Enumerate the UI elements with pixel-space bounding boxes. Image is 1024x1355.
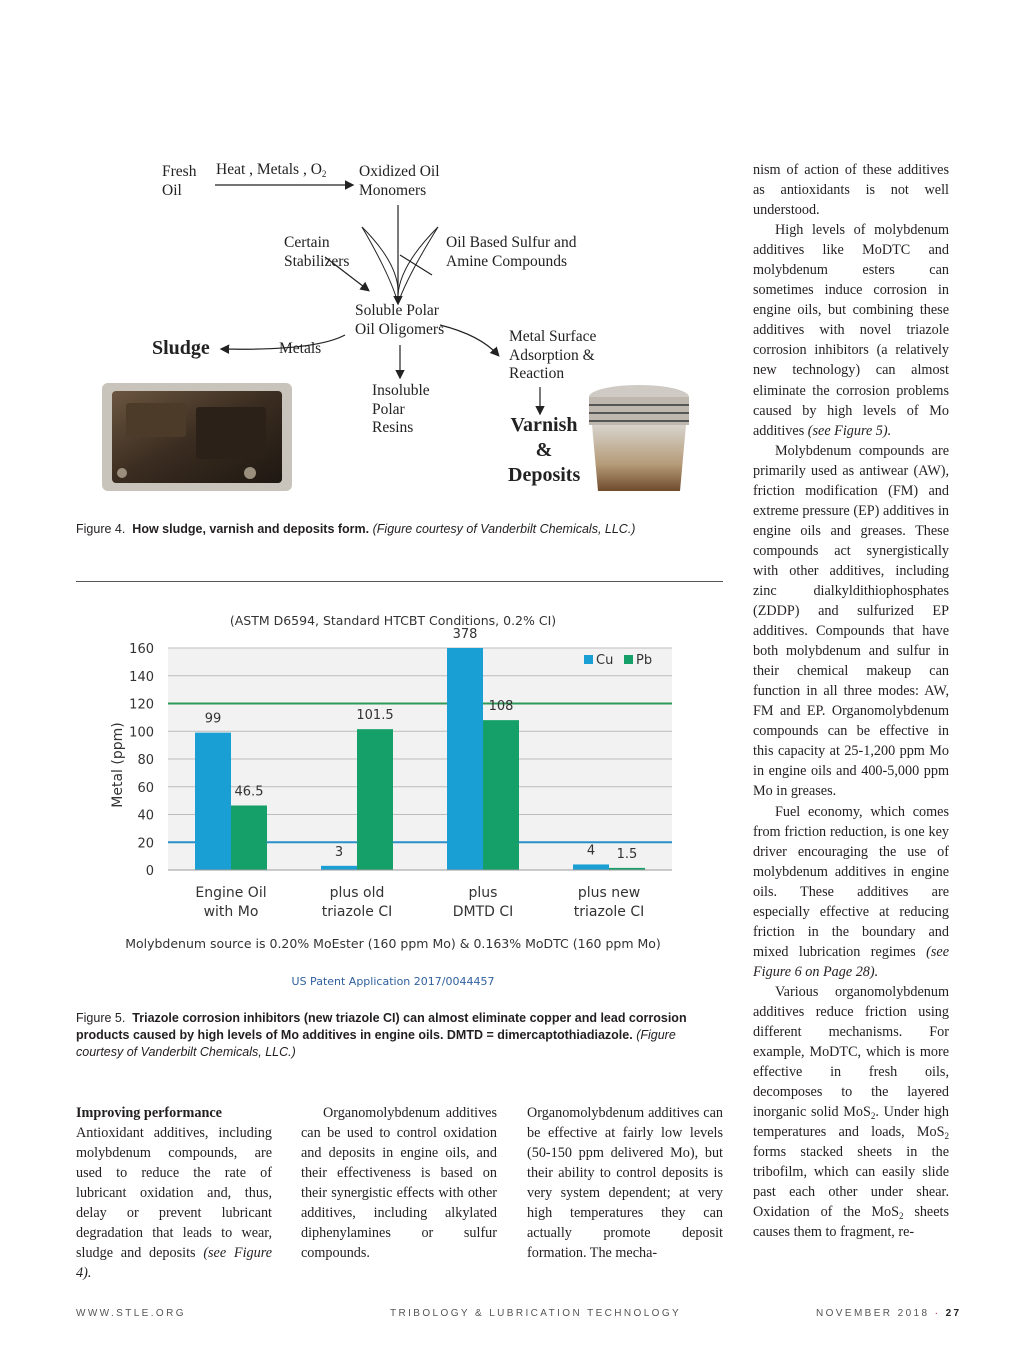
piston-image bbox=[584, 383, 694, 495]
section-heading: Improving performance bbox=[76, 1105, 222, 1121]
x-tick-label: triazole CI bbox=[321, 904, 393, 920]
legend-swatch-pb bbox=[624, 655, 633, 664]
x-tick-label: plus bbox=[468, 885, 498, 901]
y-tick-label: 100 bbox=[129, 725, 154, 741]
bottom-column-2 bbox=[301, 1103, 497, 1263]
bar-cu bbox=[195, 733, 231, 870]
data-label: 108 bbox=[488, 699, 514, 715]
soluble-polar-label: Soluble Polar Oil Oligomers bbox=[355, 302, 445, 338]
bar-pb bbox=[357, 729, 393, 870]
footer-date: NOVEMBER 2018 · 27 bbox=[816, 1308, 962, 1319]
paragraph: Fuel economy, which comes from friction reduction, is one key driver encouraging the use of molybdenum additives in engine oils. These additives are especially effective at reducing friction in the boundary and mixed lubrication regimes (see Figure 6 on Page 28). bbox=[753, 803, 949, 980]
fresh-oil-label: Fresh Oil bbox=[162, 163, 197, 199]
x-tick-label: with Mo bbox=[203, 904, 259, 920]
y-tick-label: 80 bbox=[137, 753, 154, 768]
legend-label: Pb bbox=[636, 653, 653, 668]
data-label: 46.5 bbox=[234, 784, 264, 800]
figure-5-caption: Figure 5. Triazole corrosion inhibitors (new triazole CI) can almost eliminate copper and lead corrosion products caused by high levels of Mo additives in engine oils. DMTD = dimercaptothiadiazole. (Figure courtesy of Vanderbilt Chemicals, LLC.) bbox=[76, 1011, 687, 1059]
metals-label: Metals bbox=[279, 340, 322, 357]
paragraph: Various organomolybdenum additives reduce friction using different mechanisms. For example, MoDTC, which is more effective in fresh oils, decomposes to the layered inorganic solid MoS$_2$. Under high temperatures and loads, MoS$_2$ forms stacked sheets in the tribofilm, which can easily slide past each other under shear. Oxidation of the MoS$_2$ sheets causes them to fragment, re- bbox=[753, 983, 949, 1241]
oxidized-oil-label: Oxidized Oil Monomers bbox=[359, 163, 440, 199]
y-tick-label: 120 bbox=[129, 697, 154, 713]
oil-based-sulfur-label: Oil Based Sulfur and Amine Compounds bbox=[446, 234, 577, 270]
paragraph: Antioxidant additives, including molybdenum compounds, are used to reduce the rate of lubricant oxidation and, thus, delay or prevent lubricant degradation that leads to wear, sludge and deposits (see Figure 4). bbox=[76, 1125, 272, 1282]
chart-title: (ASTM D6594, Standard HTCBT Conditions, 0.2% CI) bbox=[229, 613, 557, 628]
figure-5-chart bbox=[100, 605, 680, 995]
legend-label: Cu bbox=[596, 653, 614, 668]
figure-4-caption: Figure 4. How sludge, varnish and deposits form. (Figure courtesy of Vanderbilt Chemicals, LLC.) bbox=[76, 522, 636, 536]
data-label: 4 bbox=[586, 843, 596, 859]
sludge-label: Sludge bbox=[152, 337, 210, 359]
y-tick-label: 60 bbox=[137, 780, 154, 796]
bottom-column-1 bbox=[76, 1103, 272, 1283]
y-tick-label: 20 bbox=[137, 836, 154, 852]
data-label: 99 bbox=[204, 711, 222, 727]
chart-footnote: Molybdenum source is 0.20% MoEster (160 ppm Mo) & 0.163% MoDTC (160 ppm Mo) bbox=[125, 936, 661, 951]
y-tick-label: 0 bbox=[145, 864, 154, 879]
paragraph: High levels of molybdenum additives like MoDTC and molybdenum esters can sometimes induce corrosion in engine oils, but combining these additives with novel triazole corrosion inhibitors (a relatively new technology) can almost eliminate the corrosion problems caused by high levels of Mo additives (see Figure 5). bbox=[753, 222, 949, 439]
bottom-column-3 bbox=[527, 1103, 723, 1263]
figure-4 bbox=[100, 155, 600, 505]
paragraph: Organomolybdenum additives can be effective at fairly low levels (50-150 ppm delivered Mo), but their ability to control deposits is very system dependent; at very high temperatures they can actually promote deposit formation. The mecha- bbox=[527, 1105, 723, 1262]
x-tick-label: plus new bbox=[577, 885, 641, 901]
legend-swatch-cu bbox=[584, 655, 593, 664]
y-tick-label: 40 bbox=[137, 808, 154, 824]
paragraph: Molybdenum compounds are primarily used as antiwear (AW), friction modification (FM) and extreme pressure (EP) additives in engine oils and greases. These compounds act synergistically with other additives, including zinc dialkyldithiophosphates (ZDDP) and sulfurized EP additives. Compounds that have both molybdenum and sulfur in their chemical makeup can function in all three modes: AW, FM and EP. Organomolybdenum compounds can be effective in this capacity at 25-1,200 ppm Mo in engine oils and 400-5,000 ppm Mo in greases. bbox=[753, 442, 949, 800]
data-label: 1.5 bbox=[616, 846, 638, 862]
metal-surface-label: Metal Surface Adsorption & Reaction bbox=[509, 328, 597, 382]
y-tick-label: 160 bbox=[129, 642, 154, 657]
x-tick-label: DMTD CI bbox=[452, 904, 514, 920]
data-label: 3 bbox=[334, 844, 344, 860]
varnish-deposits-label: Varnish & Deposits bbox=[508, 414, 581, 486]
y-tick-label: 140 bbox=[129, 669, 154, 685]
x-tick-label: plus old bbox=[329, 885, 385, 901]
certain-stabilizers-label: Certain Stabilizers bbox=[284, 234, 350, 270]
insoluble-resins-label: Insoluble Polar Resins bbox=[372, 382, 430, 436]
bar-cu bbox=[447, 648, 483, 870]
right-column-text bbox=[753, 160, 949, 1243]
patent-source-link[interactable]: US Patent Application 2017/0044457 bbox=[291, 975, 495, 988]
bar-cu bbox=[573, 864, 609, 870]
data-label: 378 bbox=[452, 627, 478, 642]
y-axis-label: Metal (ppm) bbox=[110, 722, 126, 808]
heat-metals-label: Heat , Metals , $O_2$ bbox=[216, 161, 327, 179]
x-tick-label: triazole CI bbox=[573, 904, 645, 920]
figure-divider bbox=[76, 581, 723, 582]
x-tick-label: Engine Oil bbox=[195, 885, 267, 901]
paragraph: nism of action of these additives as antioxidants is not well understood. bbox=[753, 162, 949, 219]
paragraph: Organomolybdenum additives can be used to control oxidation and deposits in engine oils, and their effectiveness is based on their synergistic effects with other additives, including alkylated diphenylamines or sulfur compounds. bbox=[301, 1105, 497, 1262]
data-label: 101.5 bbox=[356, 708, 394, 724]
bar-pb bbox=[231, 805, 267, 870]
footer-magazine: TRIBOLOGY & LUBRICATION TECHNOLOGY bbox=[390, 1308, 682, 1319]
bar-cu bbox=[321, 866, 357, 870]
bar-pb bbox=[483, 720, 519, 870]
footer-website[interactable]: WWW.STLE.ORG bbox=[76, 1308, 186, 1319]
